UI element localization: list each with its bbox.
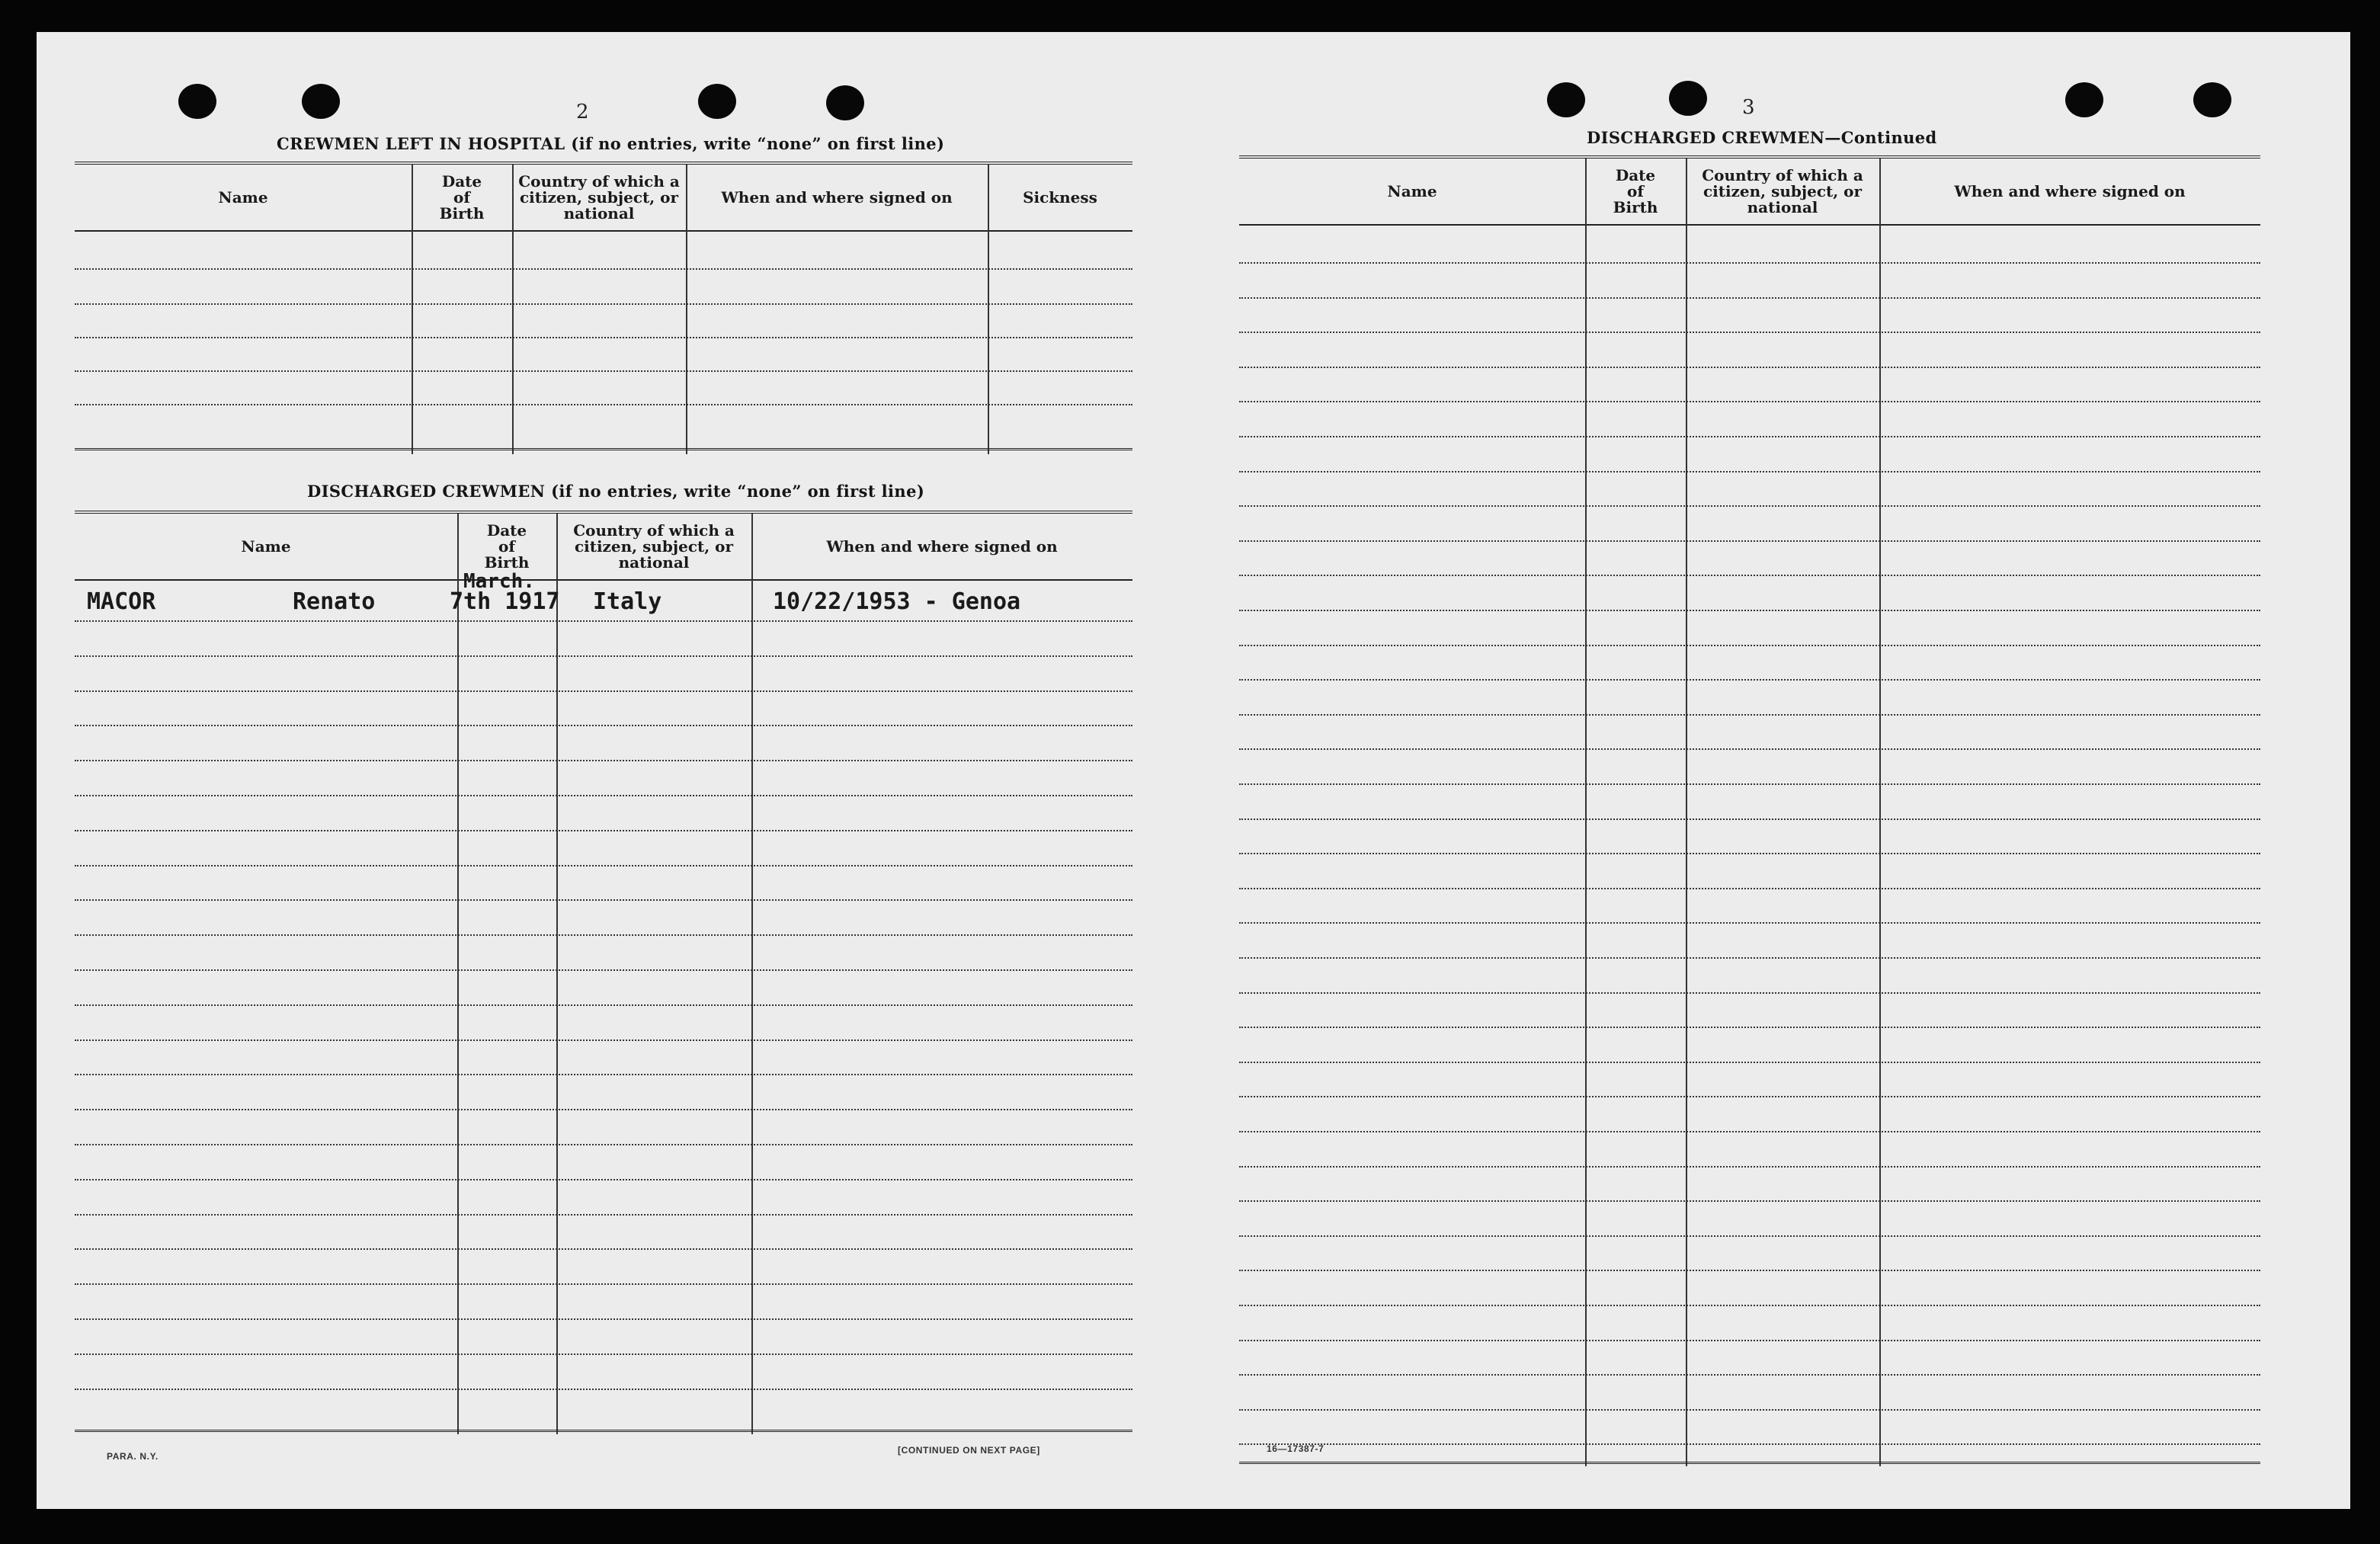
ruled-line bbox=[1239, 922, 2260, 924]
ruled-line bbox=[1239, 540, 2260, 542]
ruled-line bbox=[75, 725, 1132, 726]
ruled-line bbox=[1239, 471, 2260, 472]
ruled-line bbox=[75, 969, 1132, 971]
ruled-line bbox=[1239, 575, 2260, 576]
ruled-line bbox=[75, 830, 1132, 831]
ruled-line bbox=[75, 690, 1132, 692]
ruled-line bbox=[75, 655, 1132, 657]
column-header-sickness: Sickness bbox=[1023, 187, 1097, 207]
ruled-line bbox=[1239, 401, 2260, 402]
ruled-line bbox=[1239, 818, 2260, 820]
ruled-line bbox=[75, 1109, 1132, 1110]
ruled-line bbox=[1239, 610, 2260, 611]
ruled-line bbox=[75, 1074, 1132, 1075]
ruled-line bbox=[1239, 714, 2260, 716]
ruled-line bbox=[1239, 1027, 2260, 1028]
ruled-line bbox=[1239, 1096, 2260, 1097]
punch-hole bbox=[178, 84, 216, 119]
ruled-line bbox=[1239, 332, 2260, 333]
column-header-country: Country of which a citizen, subject, or national bbox=[1702, 165, 1863, 216]
ruled-line bbox=[75, 1283, 1132, 1285]
ruled-line bbox=[1239, 436, 2260, 437]
punch-hole bbox=[698, 84, 736, 119]
column-header-country: Country of which a citizen, subject, or national bbox=[573, 521, 735, 572]
column-header-country: Country of which a citizen, subject, or national bbox=[518, 171, 680, 223]
discharged-continued-table bbox=[1239, 155, 2260, 1466]
ruled-line bbox=[75, 1214, 1132, 1216]
ruled-line bbox=[1239, 645, 2260, 646]
ruled-line bbox=[1239, 1062, 2260, 1063]
ruled-line bbox=[1239, 367, 2260, 368]
page-number-right: 3 bbox=[1742, 96, 1755, 119]
page-number-left: 2 bbox=[576, 101, 589, 123]
crew-signed-on: 10/22/1953 - Genoa bbox=[773, 588, 1021, 615]
ruled-line bbox=[1239, 679, 2260, 681]
punch-hole bbox=[2065, 82, 2103, 117]
ruled-line bbox=[1239, 1235, 2260, 1237]
ruled-line bbox=[1239, 888, 2260, 889]
ruled-line bbox=[75, 865, 1132, 866]
ruled-line bbox=[75, 1144, 1132, 1145]
crew-given-name: Renato bbox=[293, 588, 376, 615]
footer-continued-note: [CONTINUED ON NEXT PAGE] bbox=[898, 1445, 1040, 1456]
punch-hole bbox=[826, 85, 864, 120]
crew-birth-day-year: 7th 1917 bbox=[450, 588, 560, 615]
ruled-line bbox=[1239, 853, 2260, 854]
column-header-name: Name bbox=[1387, 181, 1437, 200]
crew-birth-month: March. bbox=[463, 570, 535, 593]
punch-hole bbox=[2193, 82, 2231, 117]
column-header-signed-on: When and where signed on bbox=[721, 187, 953, 207]
ruled-line bbox=[75, 1389, 1132, 1390]
ruled-line bbox=[1239, 783, 2260, 785]
discharged-table bbox=[75, 511, 1132, 1434]
ruled-line bbox=[1239, 1166, 2260, 1168]
ruled-line bbox=[75, 1318, 1132, 1320]
column-header-signed-on: When and where signed on bbox=[1954, 181, 2186, 200]
ruled-line bbox=[75, 934, 1132, 936]
document-sheet bbox=[37, 32, 2350, 1509]
ruled-line bbox=[1239, 1270, 2260, 1271]
ruled-line bbox=[1239, 505, 2260, 507]
ruled-line bbox=[1239, 297, 2260, 299]
punch-hole bbox=[1669, 81, 1707, 116]
column-header-name: Name bbox=[218, 187, 268, 207]
ruled-line bbox=[75, 1179, 1132, 1180]
ruled-line bbox=[75, 1004, 1132, 1006]
ruled-line bbox=[1239, 1200, 2260, 1202]
ruled-line bbox=[75, 899, 1132, 901]
ruled-line bbox=[1239, 1374, 2260, 1376]
hospital-table bbox=[75, 162, 1132, 454]
ruled-line bbox=[75, 1248, 1132, 1250]
column-header-date-of-birth: Date of Birth bbox=[484, 521, 530, 572]
hospital-section-title: CREWMEN LEFT IN HOSPITAL (if no entries, write “none” on first line) bbox=[277, 134, 945, 153]
crew-surname: MACOR bbox=[87, 588, 156, 615]
ruled-line bbox=[1239, 992, 2260, 994]
ruled-line bbox=[1239, 1409, 2260, 1411]
footer-form-number: 16—17387-7 bbox=[1267, 1443, 1325, 1454]
ruled-line bbox=[75, 620, 1132, 622]
discharged-section-title: DISCHARGED CREWMEN (if no entries, write “none” on first line) bbox=[307, 482, 925, 501]
column-header-name: Name bbox=[241, 537, 291, 556]
ruled-line bbox=[1239, 1443, 2260, 1445]
punch-hole bbox=[1547, 82, 1585, 117]
discharged-continued-title: DISCHARGED CREWMEN—Continued bbox=[1587, 128, 1937, 147]
crew-country: Italy bbox=[593, 588, 662, 615]
punch-hole bbox=[302, 84, 340, 119]
ruled-line bbox=[1239, 1340, 2260, 1341]
column-header-date-of-birth: Date of Birth bbox=[1613, 165, 1658, 216]
ruled-line bbox=[1239, 1305, 2260, 1306]
ruled-line bbox=[1239, 1131, 2260, 1132]
ruled-line bbox=[75, 1353, 1132, 1355]
ruled-line bbox=[1239, 262, 2260, 264]
ruled-line bbox=[75, 760, 1132, 761]
ruled-line bbox=[1239, 748, 2260, 750]
column-header-date-of-birth: Date of Birth bbox=[439, 171, 485, 223]
ruled-line bbox=[75, 795, 1132, 796]
footer-printer-mark: PARA. N.Y. bbox=[107, 1451, 159, 1462]
ruled-line bbox=[1239, 957, 2260, 959]
column-header-signed-on: When and where signed on bbox=[826, 537, 1058, 556]
ruled-line bbox=[75, 1039, 1132, 1041]
